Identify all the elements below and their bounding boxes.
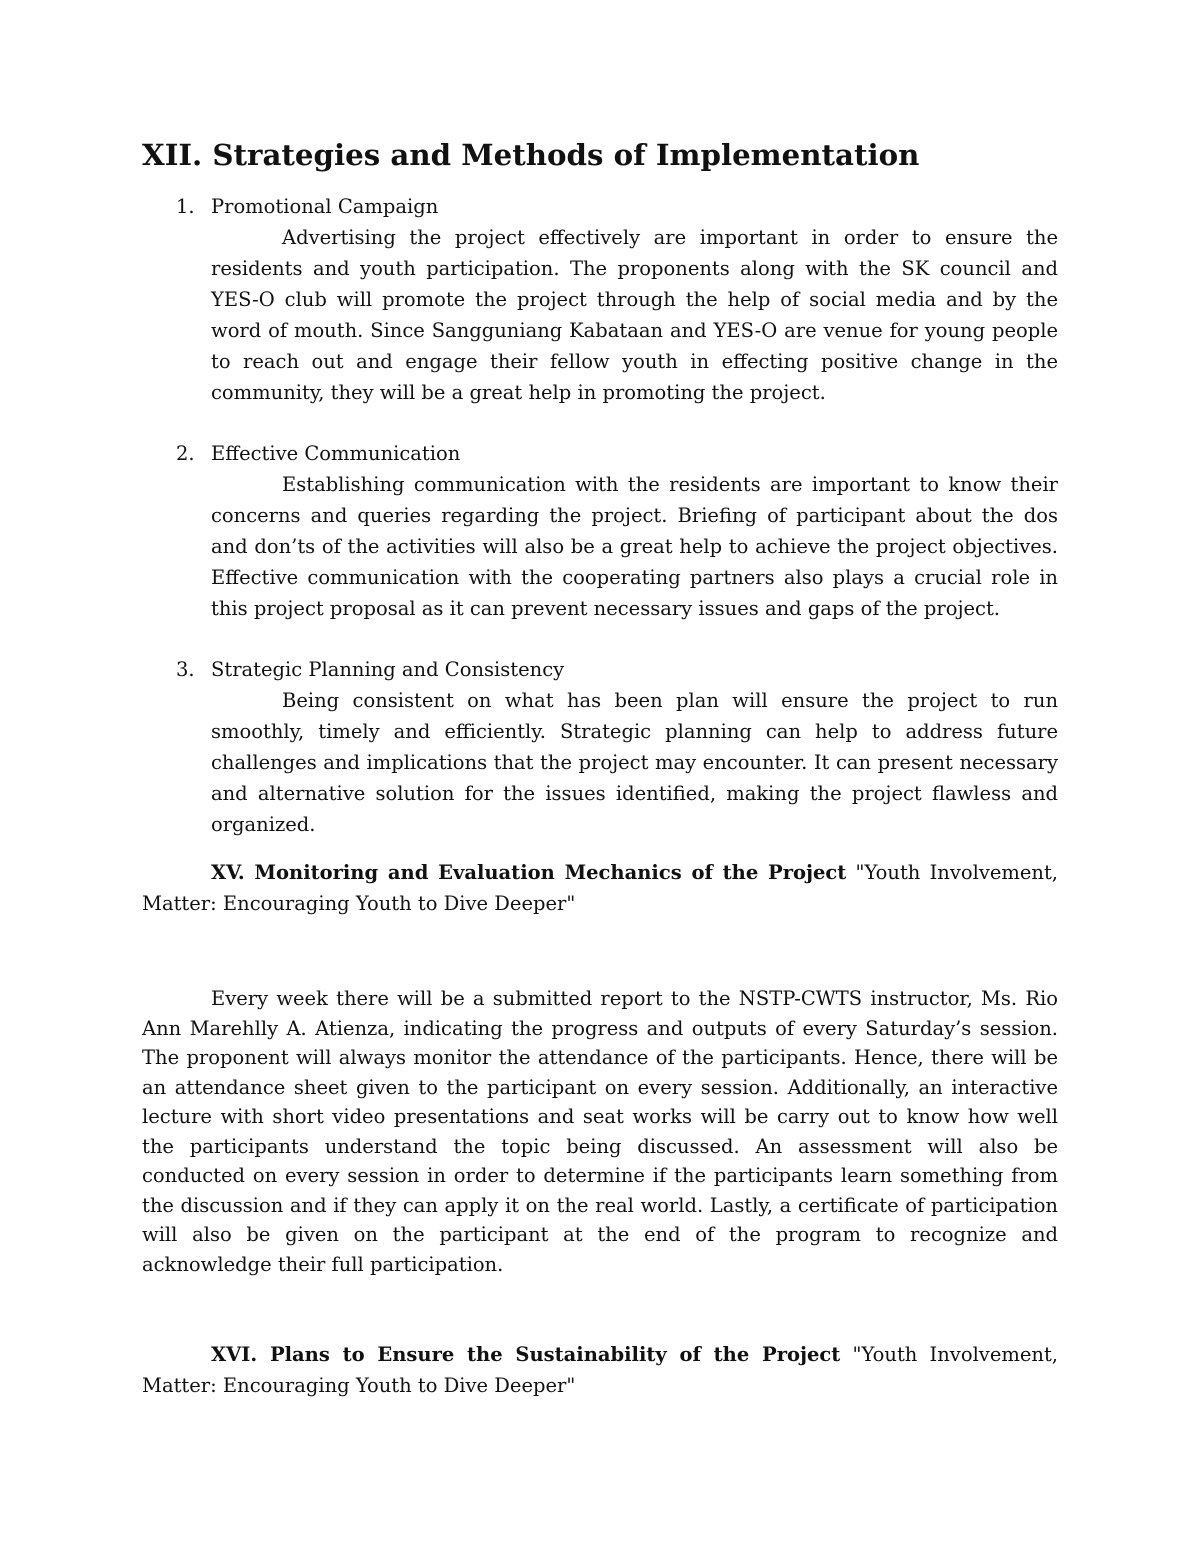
list-item-number: 2. [176, 442, 195, 465]
list-item [142, 438, 1058, 624]
list-item-title: Promotional Campaign [211, 195, 439, 218]
section-xii-heading: XII. Strategies and Methods of Implementation [142, 138, 920, 172]
list-item [142, 191, 1058, 408]
section-xvi-heading-bold: XVI. Plans to Ensure the Sustainability of the Project [211, 1343, 841, 1366]
list-item-body: Establishing communication with the residents are important to know their concerns and queries regarding the project. Briefing of participant about the dos and don’ts of the activities will also be a great help to achieve the project objectives. Effective communication with the cooperating partners also plays a crucial role in this project proposal as it can prevent necessary issues and gaps of the project. [211, 473, 1058, 620]
strategies-list [142, 191, 1058, 840]
section-xv-heading-subtitle: "Youth Involvement, Matter: Encouraging Youth to Dive Deeper" [142, 861, 1058, 915]
list-item-body: Advertising the project effectively are important in order to ensure the residents and youth participation. The proponents along with the SK council and YES-O club will promote the project through the help of social media and by the word of mouth. Since Sangguniang Kabataan and YES-O are venue for young people to reach out and engage their fellow youth in effecting positive change in the community, they will be a great help in promoting the project. [211, 226, 1058, 404]
list-item-number: 3. [176, 658, 195, 681]
list-item-title: Strategic Planning and Consistency [211, 658, 565, 681]
list-item [142, 654, 1058, 840]
section-xv-paragraph: Every week there will be a submitted report to the NSTP-CWTS instructor, Ms. Rio Ann Marehlly A. Atienza, indicating the progress and outputs of every Saturday’s session. The proponent will always monitor the attendance of the participants. Hence, there will be an attendance sheet given to the participant on every session. Additionally, an interactive lecture with short video presentations and seat works will be carry out to know how well the participants understand the topic being discussed. An assessment will also be conducted on every session in order to determine if the participants learn something from the discussion and if they can apply it on the real world. Lastly, a certificate of participation will also be given on the participant at the end of the program to recognize and acknowledge their full participation. [142, 987, 1058, 1276]
section-xvi-heading-subtitle: "Youth Involvement, Matter: Encouraging Youth to Dive Deeper" [142, 1343, 1058, 1397]
section-xv-heading [142, 857, 1058, 919]
section-xv-heading-bold: XV. Monitoring and Evaluation Mechanics of the Project [211, 861, 847, 884]
list-item-body: Being consistent on what has been plan will ensure the project to run smoothly, timely and efficiently. Strategic planning can help to address future challenges and implications that the project may encounter. It can present necessary and alternative solution for the issues identified, making the project flawless and organized. [211, 689, 1058, 836]
list-item-number: 1. [176, 195, 195, 218]
document-content [142, 140, 1058, 1401]
list-item-title: Effective Communication [211, 442, 461, 465]
section-xvi-heading [142, 1339, 1058, 1401]
